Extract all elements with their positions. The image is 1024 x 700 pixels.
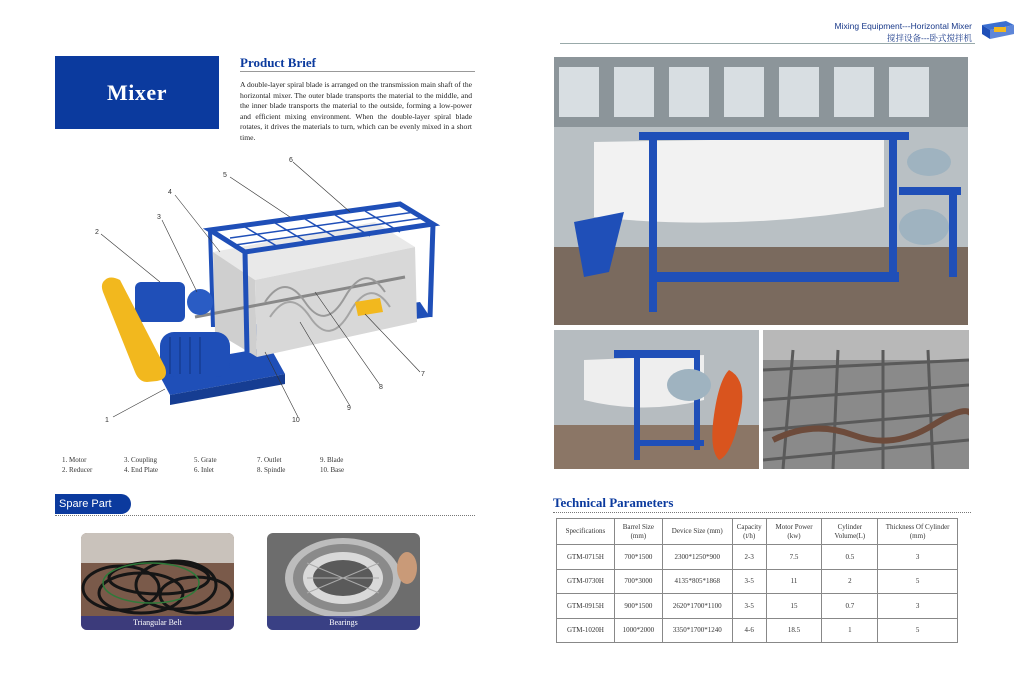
product-brief-text: A double-layer spiral blade is arranged on the transmission main shaft of the horizontal mixer. The outer blade transports the material to the middle, and the inner blade transports the material to the outside, forming a low-power and efficient mixing environment. When the double-layer spiral blade rotates, it drives the materials to turn, which can be evenly mixed in a short time. bbox=[240, 80, 472, 142]
callout-9: 9 bbox=[347, 405, 351, 412]
page-header bbox=[812, 21, 972, 44]
table-row: GTM-0715H 700*1500 2300*1250*900 2-3 7.5 0.5 3 bbox=[557, 545, 958, 570]
callout-4: 4 bbox=[168, 189, 172, 196]
callout-2: 2 bbox=[95, 229, 99, 236]
mixer-grate-photo bbox=[763, 330, 969, 469]
header-device-size: Device Size (mm) bbox=[662, 519, 732, 545]
callout-5: 5 bbox=[223, 172, 227, 179]
mixer-title-block bbox=[55, 56, 219, 129]
spare-part-tab: Spare Part bbox=[55, 494, 131, 514]
spare-card-belt bbox=[81, 533, 234, 630]
callout-10: 10 bbox=[292, 417, 300, 424]
table-row: GTM-1020H 1000*2000 3350*1700*1240 4-6 18.5 1 5 bbox=[557, 618, 958, 643]
legend-col: 1. Motor 2. Reducer bbox=[62, 456, 93, 474]
header-title-cn: 搅拌设备---卧式搅拌机 bbox=[887, 33, 972, 43]
header-cylinder-volume: Cylinder Volume(L) bbox=[822, 519, 878, 545]
table-row: GTM-0915H 900*1500 2620*1700*1100 3-5 15 0.7 3 bbox=[557, 594, 958, 619]
mixer-exploded-diagram bbox=[85, 152, 445, 442]
legend-col: 5. Grate 6. Inlet bbox=[194, 456, 217, 474]
product-brief-divider bbox=[240, 71, 475, 72]
horizontal-mixer-photo-side bbox=[554, 330, 759, 469]
product-brief-title: Product Brief bbox=[240, 55, 316, 70]
legend-col: 3. Coupling 4. End Plate bbox=[124, 456, 159, 474]
callout-8: 8 bbox=[379, 384, 383, 391]
spare-label-bearings: Bearings bbox=[267, 616, 420, 630]
technical-parameters-title: Technical Parameters bbox=[553, 495, 674, 510]
callout-3: 3 bbox=[157, 214, 161, 221]
header-divider bbox=[560, 43, 975, 44]
header-capacity: Capacity (t/h) bbox=[732, 519, 766, 545]
callout-1: 1 bbox=[105, 417, 109, 424]
mixer-thumbnail-icon bbox=[980, 17, 1016, 41]
spare-label-belt: Triangular Belt bbox=[81, 616, 234, 630]
header-motor-power: Motor Power (kw) bbox=[766, 519, 822, 545]
table-header-row bbox=[557, 519, 958, 545]
technical-parameters-table bbox=[556, 518, 958, 643]
header-specifications: Specifications bbox=[557, 519, 615, 545]
callout-6: 6 bbox=[289, 157, 293, 164]
header-thickness: Thickness Of Cylinder (mm) bbox=[878, 519, 958, 545]
horizontal-mixer-photo-main bbox=[554, 57, 968, 325]
spare-part-divider bbox=[55, 515, 475, 516]
mixer-title: Mixer bbox=[107, 79, 167, 105]
spare-card-bearings bbox=[267, 533, 420, 630]
header-title-en: Mixing Equipment---Horizontal Mixer bbox=[834, 21, 972, 31]
legend-col: 7. Outlet 8. Spindle bbox=[257, 456, 286, 474]
table-row: GTM-0730H 700*3000 4135*805*1868 3-5 11 2 5 bbox=[557, 569, 958, 594]
header-barrel-size: Barrel Size (mm) bbox=[614, 519, 662, 545]
technical-parameters-divider bbox=[553, 512, 971, 513]
callout-7: 7 bbox=[421, 371, 425, 378]
legend-col: 9. Blade 10. Base bbox=[320, 456, 345, 474]
